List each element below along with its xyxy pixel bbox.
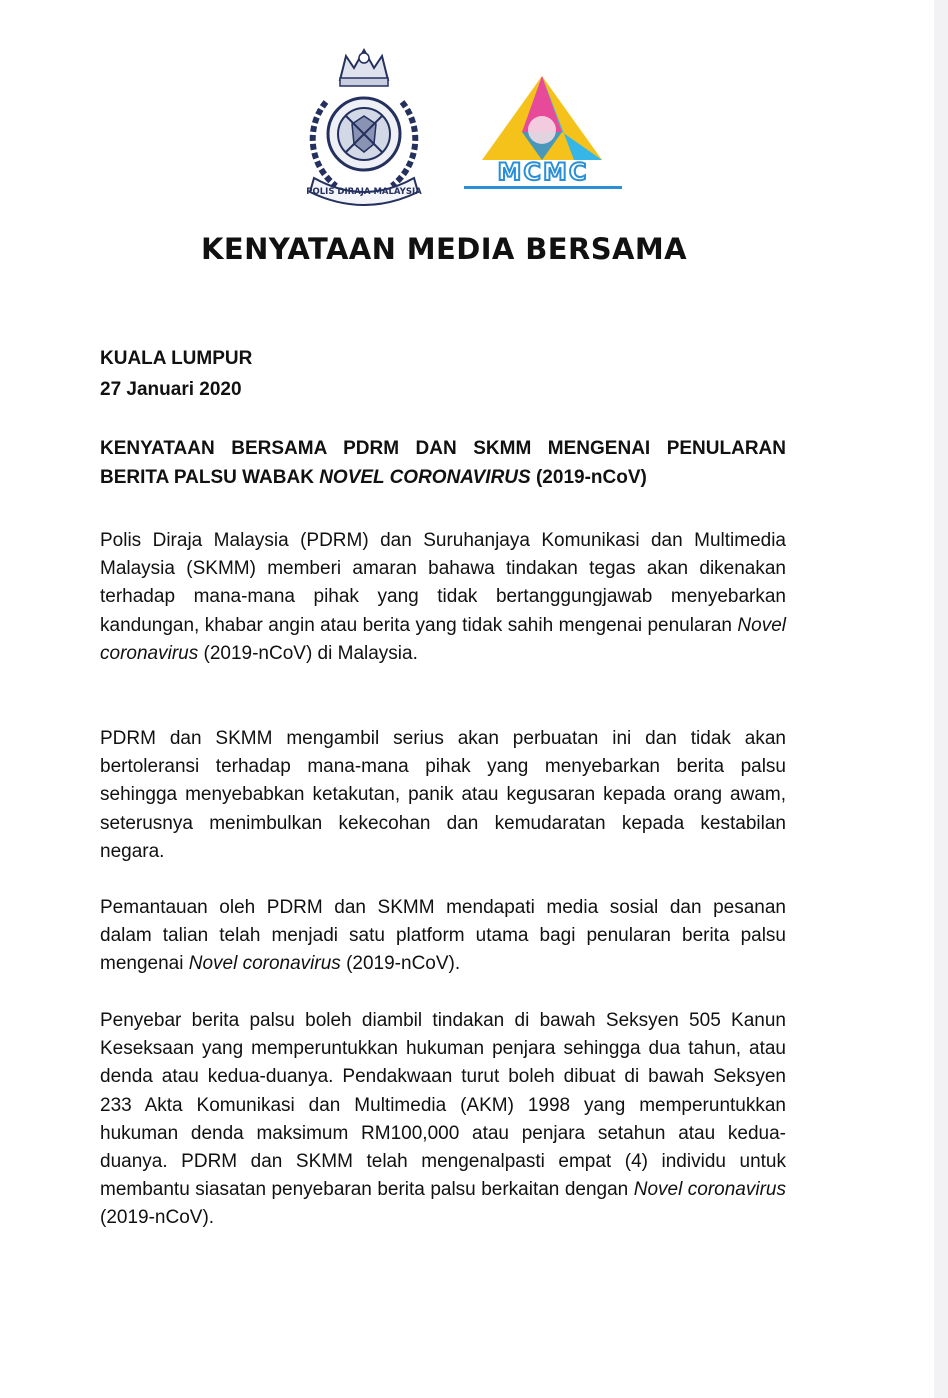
subject-text-italic: NOVEL CORONAVIRUS	[319, 467, 531, 488]
pdrm-ribbon-text: POLIS DIRAJA MALAYSIA	[306, 187, 422, 197]
paragraph-3-text: Pemantauan oleh PDRM dan SKMM mendapati media sosial dan pesanan dalam talian telah menjadi satu platform utama bagi penularan berita palsu mengenai	[100, 897, 786, 975]
paragraph-2-text: PDRM dan SKMM mengambil serius akan perbuatan ini dan tidak akan bertoleransi terhadap mana-mana pihak yang menyebarkan berita palsu sehingga menyebabkan ketakutan, panik atau kegusaran kepada orang awam, seterusnya menimbulkan kekecohan dan kemudaratan kepada kestabilan negara.	[100, 728, 786, 862]
pdrm-crest-logo	[296, 46, 432, 206]
paragraph-4-text-end: (2019-nCoV).	[100, 1207, 215, 1229]
paragraph-3	[100, 894, 786, 979]
dateline	[100, 343, 252, 405]
document-heading: KENYATAAN MEDIA BERSAMA	[201, 232, 687, 266]
statement-subject	[100, 434, 786, 492]
mcmc-wordmark: MCMC	[497, 158, 589, 186]
dateline-city: KUALA LUMPUR	[100, 348, 253, 369]
mcmc-logo	[462, 72, 624, 194]
subject-text-post: (2019-nCoV)	[530, 467, 647, 488]
paragraph-1-text: Polis Diraja Malaysia (PDRM) dan Suruhanjaya Komunikasi dan Multimedia Malaysia (SKMM) memberi amaran bahawa tindakan tegas akan dikenakan terhadap mana-mana pihak yang tidak bertanggungjawab menyebarkan kandungan, khabar angin atau berita yang tidak sahih mengenai penularan	[100, 530, 786, 636]
paragraph-1	[100, 527, 786, 668]
dateline-date: 27 Januari 2020	[100, 379, 242, 400]
paragraph-1-italic: Novel coronavirus	[100, 614, 786, 664]
paragraph-3-text-end: (2019-nCoV).	[340, 953, 461, 975]
logo-row	[0, 0, 934, 220]
paragraph-4-italic: Novel coronavirus	[633, 1179, 786, 1201]
paragraph-4-text: Penyebar berita palsu boleh diambil tindakan di bawah Seksyen 505 Kanun Keseksaan yang memperuntukkan hukuman penjara sehingga dua tahun, atau denda atau kedua-duanya. Pendakwaan turut boleh dibuat di bawah Seksyen 233 Akta Komunikasi dan Multimedia (AKM) 1998 yang memperuntukkan hukuman denda maksimum RM100,000 atau penjara setahun atau kedua-duanya. PDRM dan SKMM telah mengenalpasti empat (4) individu untuk membantu siasatan penyebaran berita palsu berkaitan dengan	[100, 1010, 786, 1201]
paragraph-3-italic: Novel coronavirus	[188, 953, 341, 975]
subject-text-pre: KENYATAAN BERSAMA PDRM DAN SKMM MENGENAI PENULARAN BERITA PALSU WABAK	[100, 438, 786, 488]
paragraph-1-text-end: (2019-nCoV) di Malaysia.	[198, 642, 418, 664]
paragraph-2	[100, 725, 786, 866]
paragraph-4	[100, 1007, 786, 1233]
